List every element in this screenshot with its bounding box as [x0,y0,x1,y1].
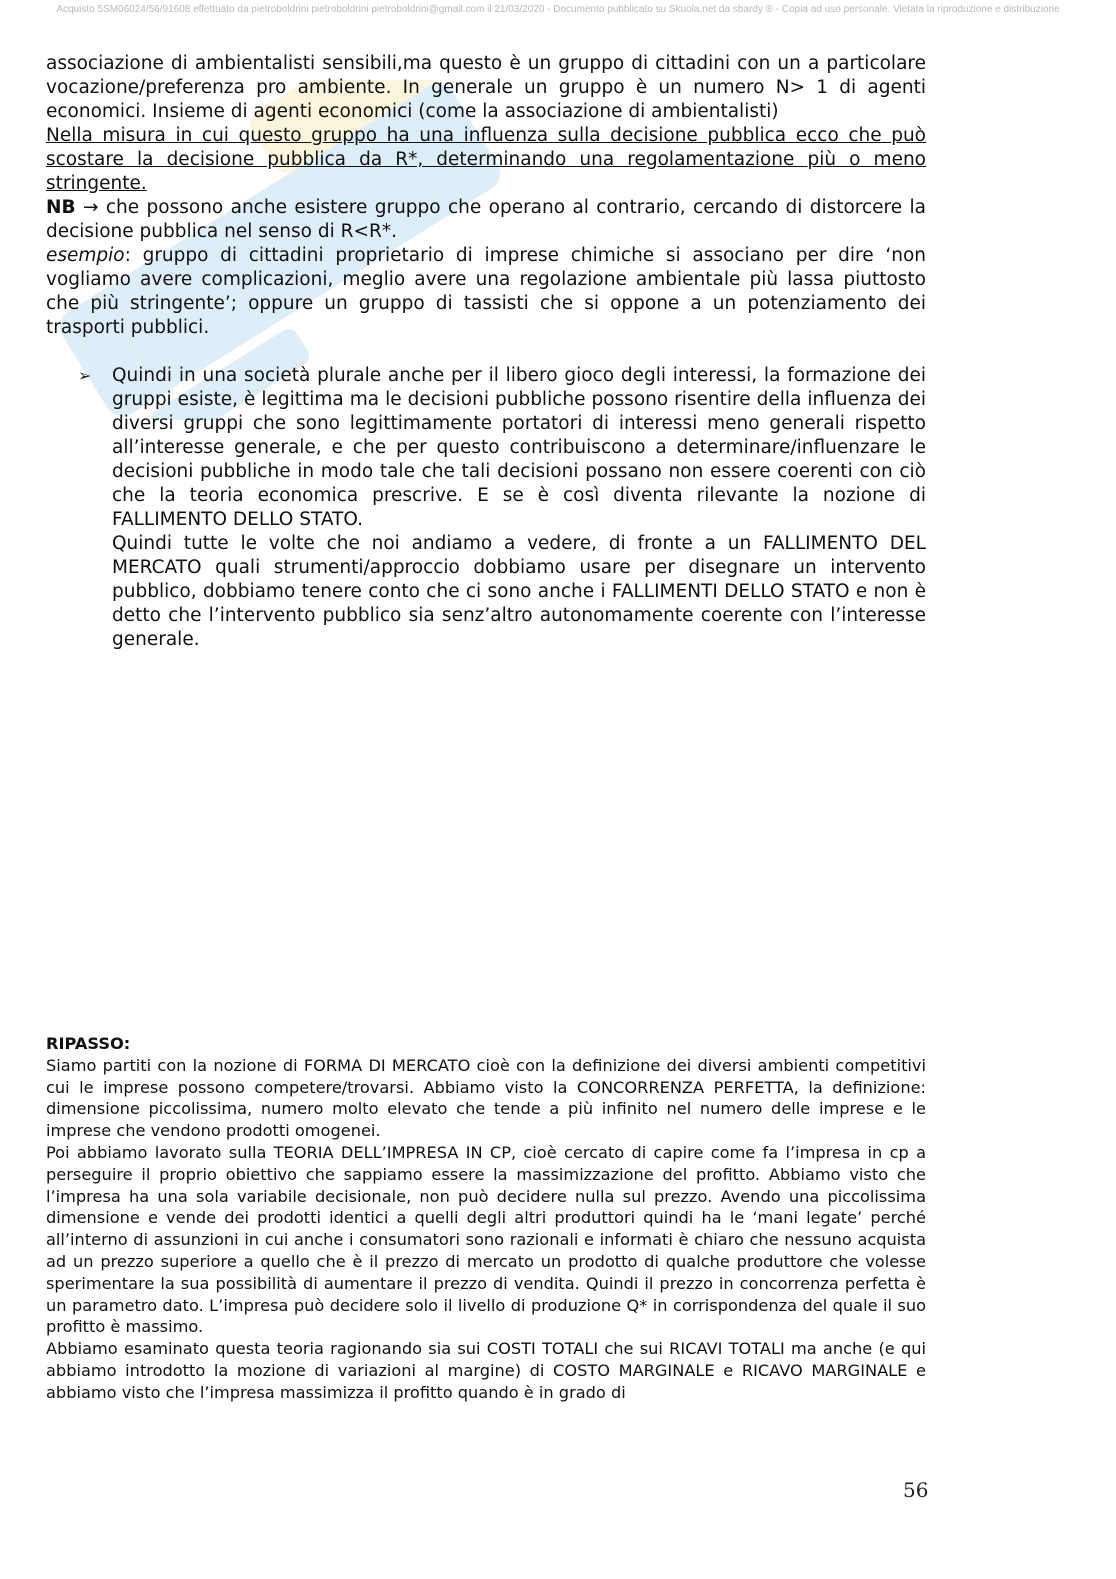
underlined-text: Nella misura in cui questo gruppo ha una influenza sulla decisione pubblica ecco che può scostare la decisione pubblica da R*, determinando una regolamentazione più o meno stringente. [46,125,926,194]
paragraph-groups: associazione di ambientalisti sensibili,ma questo è un gruppo di cittadini con un a particolare vocazione/preferenza pro ambiente. In generale un gruppo è un numero N> 1 di agenti economici. Insieme di agenti economici (come la associazione di ambientalisti) [46,53,926,122]
ripasso-paragraph-2: Poi abbiamo lavorato sulla TEORIA DELL’IMPRESA IN CP, cioè cercato di capire come fa l’impresa in cp a perseguire il proprio obiettivo che sappiamo essere la massimizzazione del profitto. Abbiamo visto che l’impresa ha una sola variabile decisionale, non può decidere nulla sul prezzo. Avendo una piccolissima dimensione e vende dei prodotti identici a quelli degli altri produttori quindi ha le ‘mani legate’ perché all’interno di assunzioni in cui anche i consumatori sono razionali e informati è chiaro che nessuno acquista ad un prezzo superiore a quello che è il prezzo di mercato un prodotto di qualche produttore che volesse sperimentare la sua possibilità di aumentare il prezzo di vendita. Quindi il prezzo in concorrenza perfetta è un parametro dato. L’impresa può decidere solo il livello di produzione Q* in corrispondenza del quale il suo profitto è massimo. [46,1142,926,1337]
bullet-paragraph-1: Quindi in una società plurale anche per il libero gioco degli interessi, la formazione dei gruppi esiste, è legittima ma le decisioni pubbliche possono risentire della influenza dei diversi gruppi che sono legittimamente portatori di interessi meno generali rispetto all’interesse generale, e che per questo contribuiscono a determinare/influenzare le decisioni pubbliche in modo tale che tali decisioni possano non essere coerenti con ciò che la teoria economica prescrive. E se è così diventa rilevante la nozione di FALLIMENTO DELLO STATO. [112,365,926,530]
paragraph-influence [46,124,926,196]
bullet-item [46,364,926,652]
ripasso-paragraph-3: Abbiamo esaminato questa teoria ragionando sia sui COSTI TOTALI che sui RICAVI TOTALI ma anche (e qui abbiamo introdotto la mozione di variazioni al margine) di COSTO MARGINALE e RICAVO MARGINALE e abbiamo visto che l’impresa massimizza il profitto quando è in grado di [46,1339,926,1402]
example-label: esempio [46,245,125,266]
nb-text: che possono anche esistere gruppo che operano al contrario, cercando di distorcere la decisione pubblica nel senso di R<R*. [46,197,926,242]
arrow-icon: → [82,197,99,218]
ripasso-title: RIPASSO: [46,1034,131,1053]
section-ripasso [46,1033,926,1404]
example-text: : gruppo di cittadini proprietario di imprese chimiche si associano per dire ‘non vogliamo avere complicazioni, meglio avere una regolazione ambientale più lassa piuttosto che più stringente’; oppure un gruppo di tassisti che si oppone a un potenziamento dei trasporti pubblici. [46,245,926,338]
paragraph-example [46,244,926,340]
section-main [46,52,926,652]
nb-label: NB [46,197,76,218]
download-notice: Acquisto 5SM06024/56/91608 effettuato da pietroboldrini pietroboldrini pietroboldrini@gmail.com il 21/03/2020 - Documento pubblicato su Skuola.net da sbardy ® - Copia ad uso personale. Vietata la riproduzione e distribuzione [56,4,1060,15]
bullet-arrow-icon: ➢ [78,366,92,385]
paragraph-nb [46,196,926,244]
ripasso-paragraph-1: Siamo partiti con la nozione di FORMA DI MERCATO cioè con la definizione dei diversi ambienti competitivi cui le imprese possono competere/trovarsi. Abbiamo visto la CONCORRENZA PERFETTA, la definizione: dimensione piccolissima, numero molto elevato che tende a più infinito nel numero delle imprese e le imprese che vendono prodotti omogenei. [46,1055,926,1141]
page-number: 56 [903,1478,929,1502]
bullet-paragraph-2: Quindi tutte le volte che noi andiamo a vedere, di fronte a un FALLIMENTO DEL MERCATO quali strumenti/approccio dobbiamo usare per disegnare un intervento pubblico, dobbiamo tenere conto che ci sono anche i FALLIMENTI DELLO STATO e non è detto che l’intervento pubblico sia senz’altro autonomamente coerente con l’interesse generale. [112,533,926,650]
